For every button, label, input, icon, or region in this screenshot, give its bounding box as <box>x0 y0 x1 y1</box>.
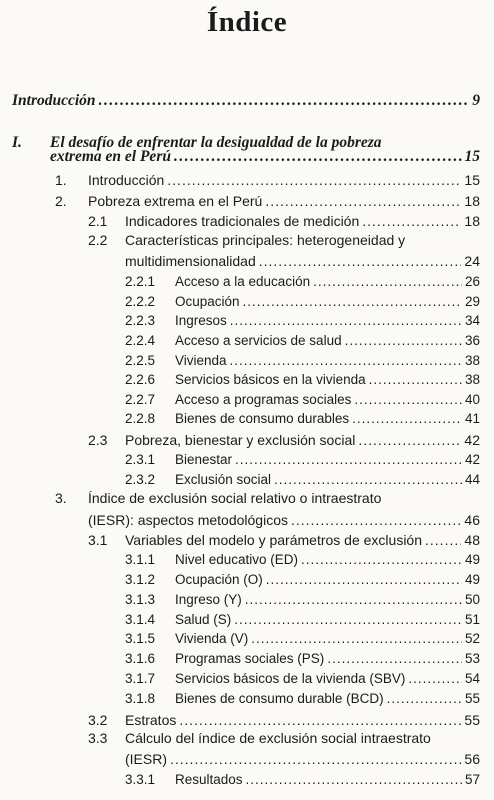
toc-entry-label: Acceso a servicios de salud <box>175 333 342 348</box>
toc-entry-label: Ingresos <box>175 313 227 328</box>
toc-entry <box>125 712 480 728</box>
toc-entry-part-1 <box>50 148 480 166</box>
dot-leader <box>179 712 461 728</box>
toc-entry <box>88 172 480 188</box>
page-title: Índice <box>206 6 288 38</box>
toc-entry-label: Acceso a la educación <box>175 274 311 289</box>
toc-entry-number: 3.1.5 <box>125 631 156 646</box>
toc-entry <box>175 772 480 787</box>
toc-entry <box>175 452 480 467</box>
toc-entry-number: 3.1.1 <box>125 552 156 567</box>
dot-leader <box>170 751 461 767</box>
toc-entry-page: 52 <box>464 631 480 646</box>
toc-entry-page: 42 <box>464 432 480 448</box>
toc-entry <box>175 691 480 706</box>
toc-entry-number: 2.3 <box>88 432 108 448</box>
toc-entry-number: 3.1.6 <box>125 651 156 666</box>
toc-entry-page: 15 <box>464 148 480 165</box>
dot-leader <box>274 472 462 487</box>
toc-entry-label: Programas sociales (PS) <box>175 651 325 666</box>
toc-entry-number: 2.2.2 <box>125 294 156 309</box>
toc-entry-label: Salud (S) <box>175 612 232 627</box>
toc-entry-label: extrema en el Perú <box>50 148 171 165</box>
dot-leader <box>265 193 461 209</box>
dot-leader <box>358 432 461 448</box>
toc-entry-page: 44 <box>464 472 480 487</box>
dot-leader <box>234 612 462 627</box>
toc-entry-number: 2.3.1 <box>125 452 156 467</box>
toc-entry-number: 2.2.7 <box>125 392 156 407</box>
toc-entry-label: Resultados <box>175 772 243 787</box>
toc-entry-page: 57 <box>464 772 480 787</box>
toc-entry-page: 46 <box>464 512 480 528</box>
toc-entry-page: 55 <box>464 712 480 728</box>
toc-entry-label: Acceso a programas sociales <box>175 392 352 407</box>
toc-entry-page: 41 <box>464 411 480 426</box>
toc-entry-number: 2.2.3 <box>125 313 156 328</box>
dot-leader <box>369 372 462 387</box>
dot-leader <box>408 671 462 686</box>
toc-entry-label: Vivienda (V) <box>175 631 249 646</box>
toc-entry-page: 49 <box>464 552 480 567</box>
toc-entry-number: 2. <box>55 193 67 209</box>
toc-entry-page: 24 <box>464 253 480 269</box>
toc-entry-number: 2.2 <box>88 232 108 248</box>
toc-entry-number: 3.1.7 <box>125 671 156 686</box>
toc-entry-page: 34 <box>464 313 480 328</box>
part-title-line1: El desafío de enfrentar la desigualdad de la pobreza <box>50 134 382 151</box>
dot-leader <box>174 148 462 166</box>
toc-entry-number: 2.1 <box>88 213 108 229</box>
toc-entry <box>175 372 480 387</box>
toc-entry-number: 2.2.1 <box>125 274 156 289</box>
toc-entry <box>175 612 480 627</box>
toc-entry-page: 42 <box>464 452 480 467</box>
toc-entry-label: Vivienda <box>175 353 227 368</box>
toc-entry-label: Indicadores tradicionales de medición <box>125 213 360 229</box>
dot-leader <box>99 92 470 110</box>
toc-entry-label: Introducción <box>88 172 165 188</box>
toc-entry-page: 9 <box>472 92 480 109</box>
toc-entry-number: 1. <box>55 172 67 188</box>
toc-entry-label: Ocupación <box>175 294 240 309</box>
toc-entry-number: 3. <box>55 490 67 506</box>
toc-entry <box>125 532 480 548</box>
toc-entry-label: Variables del modelo y parámetros de exclusión <box>125 532 423 548</box>
toc-entry-page: 54 <box>464 671 480 686</box>
toc-entry-number: 2.2.5 <box>125 353 156 368</box>
toc-entry-page: 36 <box>464 333 480 348</box>
toc-entry-introduction <box>12 92 480 110</box>
toc-entry-number: 3.1.2 <box>125 572 156 587</box>
toc-entry-label: Estratos <box>125 712 177 728</box>
toc-entry <box>175 411 480 426</box>
dot-leader <box>345 333 462 348</box>
toc-entry-page: 51 <box>464 612 480 627</box>
toc-entry-page: 55 <box>464 691 480 706</box>
toc-entry-label-line1: Características principales: heterogeneidad y <box>125 232 406 248</box>
dot-leader <box>291 512 461 528</box>
toc-entry-number: 3.3.1 <box>125 772 156 787</box>
dot-leader <box>259 253 462 269</box>
toc-entry-label: Servicios básicos en la vivienda <box>175 372 366 387</box>
toc-entry-number: 3.1.8 <box>125 691 156 706</box>
toc-entry-label: Bienestar <box>175 452 233 467</box>
dot-leader <box>425 532 461 548</box>
toc-entry-label: Ingreso (Y) <box>175 592 242 607</box>
toc-entry-page: 48 <box>464 532 480 548</box>
toc-entry <box>88 193 480 209</box>
dot-leader <box>246 772 462 787</box>
toc-entry <box>175 392 480 407</box>
toc-entry <box>175 651 480 666</box>
dot-leader <box>301 552 462 567</box>
toc-entry-page: 38 <box>464 353 480 368</box>
toc-entry <box>175 274 480 289</box>
toc-entry-label: (IESR): aspectos metodológicos <box>88 512 288 528</box>
toc-entry <box>175 592 480 607</box>
toc-entry-label: Ocupación (O) <box>175 572 263 587</box>
toc-entry-page: 56 <box>464 751 480 767</box>
toc-entry-page: 49 <box>464 572 480 587</box>
dot-leader <box>362 213 461 229</box>
dot-leader <box>327 651 462 666</box>
toc-entry-page: 53 <box>464 651 480 666</box>
toc-entry <box>175 353 480 368</box>
toc-entry-number: 2.2.6 <box>125 372 156 387</box>
dot-leader <box>230 313 462 328</box>
dot-leader <box>354 392 462 407</box>
toc-entry-label: Servicios básicos de la vivienda (SBV) <box>175 671 406 686</box>
dot-leader <box>352 411 462 426</box>
toc-entry <box>175 313 480 328</box>
toc-entry <box>125 213 480 229</box>
dot-leader <box>243 294 462 309</box>
dot-leader <box>167 172 461 188</box>
toc-entry-number: 3.3 <box>88 730 108 746</box>
toc-entry-label: Bienes de consumo durables <box>175 411 350 426</box>
toc-entry-number: 3.2 <box>88 712 108 728</box>
toc-entry-label: Nivel educativo (ED) <box>175 552 299 567</box>
toc-entry-label: Pobreza, bienestar y exclusión social <box>125 432 356 448</box>
toc-entry <box>175 671 480 686</box>
toc-entry-page: 29 <box>464 294 480 309</box>
toc-entry-number: 2.3.2 <box>125 472 156 487</box>
toc-entry-label-line1: Índice de exclusión social relativo o intraestrato <box>88 490 382 506</box>
toc-entry-label-line1: Cálculo del índice de exclusión social intraestrato <box>125 730 431 746</box>
toc-entry-page: 15 <box>464 172 480 188</box>
dot-leader <box>387 691 462 706</box>
dot-leader <box>235 452 462 467</box>
toc-entry <box>175 294 480 309</box>
dot-leader <box>245 592 462 607</box>
toc-entry-page: 26 <box>464 274 480 289</box>
toc-entry-number: 3.1.3 <box>125 592 156 607</box>
toc-entry <box>88 512 480 528</box>
toc-entry <box>175 333 480 348</box>
toc-entry-label: Bienes de consumo durable (BCD) <box>175 691 384 706</box>
toc-entry-label: Pobreza extrema en el Perú <box>88 193 263 209</box>
toc-entry-page: 40 <box>464 392 480 407</box>
toc-entry <box>125 253 480 269</box>
toc-entry-number: 2.2.8 <box>125 411 156 426</box>
dot-leader <box>313 274 462 289</box>
toc-entry-page: 50 <box>464 592 480 607</box>
toc-entry <box>125 751 480 767</box>
toc-entry-page: 18 <box>464 213 480 229</box>
dot-leader <box>266 572 462 587</box>
toc-entry-number: 2.2.4 <box>125 333 156 348</box>
dot-leader <box>251 631 462 646</box>
toc-entry-number: 3.1 <box>88 532 108 548</box>
toc-entry-label: Introducción <box>12 92 96 109</box>
toc-entry-number: 3.1.4 <box>125 612 156 627</box>
part-number: I. <box>12 134 22 151</box>
dot-leader <box>230 353 462 368</box>
toc-entry <box>125 432 480 448</box>
toc-entry <box>175 552 480 567</box>
toc-entry-label: Exclusión social <box>175 472 272 487</box>
toc-entry <box>175 472 480 487</box>
toc-entry <box>175 631 480 646</box>
toc-entry-label: (IESR) <box>125 751 167 767</box>
toc-entry-page: 38 <box>464 372 480 387</box>
toc-entry-label: multidimensionalidad <box>125 253 256 269</box>
toc-entry-page: 18 <box>464 193 480 209</box>
toc-entry <box>175 572 480 587</box>
